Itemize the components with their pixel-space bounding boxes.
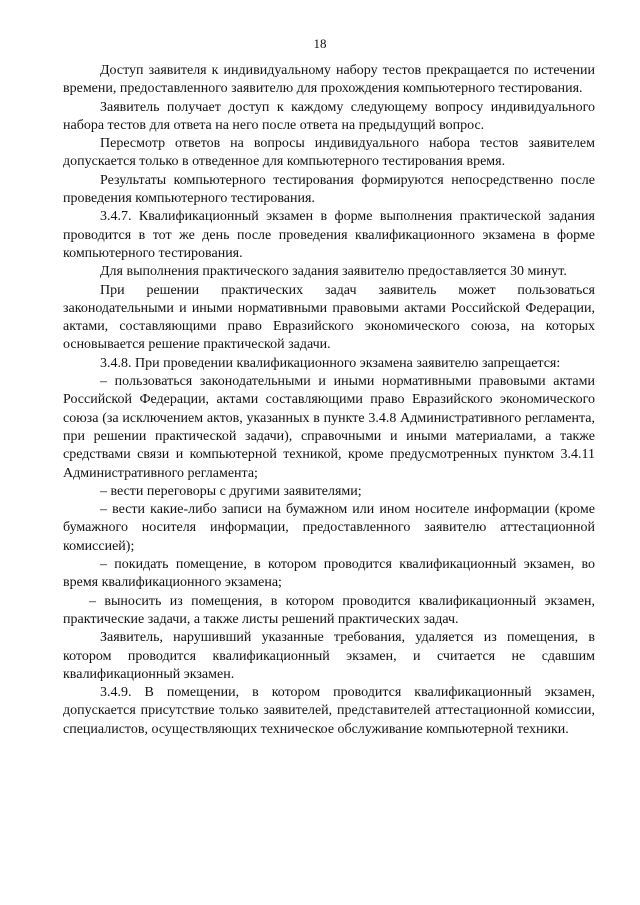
document-body [63, 62, 595, 739]
paragraph-3-4-7: 3.4.7. Квалификационный экзамен в форме выполнения практической задания проводится в тот же день после проведения квалификационного экзамена в форме компьютерного тестирования. [63, 209, 595, 261]
paragraph-removal-penalty: Заявитель, нарушивший указанные требования, удаляется из помещения, в котором проводится квалификационный экзамен, и считается не сдавшим квалификационный экзамен. [63, 630, 595, 682]
paragraph-test-results: Результаты компьютерного тестирования формируются непосредственно после проведения компьютерного тестирования. [63, 172, 595, 207]
paragraph-allowed-materials: При решении практических задач заявитель может пользоваться законодательными и иными нормативными правовыми актами Российской Федерации, актами, составляющими право Евразийского экономического союза, на которых основывается решение практической задачи. [63, 282, 595, 353]
paragraph-test-access-expiry: Доступ заявителя к индивидуальному набору тестов прекращается по истечении времени, предоставленного заявителю для прохождения компьютерного тестирования. [63, 63, 595, 97]
list-item-no-leaving: – покидать помещение, в котором проводится квалификационный экзамен, во время квалификационного экзамена; [63, 557, 595, 591]
list-item-no-negotiations: – вести переговоры с другими заявителями; [100, 483, 362, 499]
paragraph-answer-review: Пересмотр ответов на вопросы индивидуального набора тестов заявителем допускается только в отведенное для компьютерного тестирования время. [63, 136, 595, 170]
list-item-no-notes: – вести какие-либо записи на бумажном или ином носителе информации (кроме бумажного носителя информации, предоставленного заявителю аттестационной комиссией); [63, 502, 595, 554]
paragraph-next-question-access: Заявитель получает доступ к каждому следующему вопросу индивидуального набора тестов для ответа на него после ответа на предыдущий вопрос. [63, 99, 595, 133]
list-item-prohibited-materials: – пользоваться законодательными и иными нормативными правовыми актами Российской Федерации, актами составляющими право Евразийского экономического союза (за исключением актов, указанных в пункте 3.4.8 Административного регламента, при решении практической задачи), справочными и иными материалами, а также средствами связи и компьютерной техникой, кроме предусмотренных пунктом 3.4.11 Административного регламента; [63, 374, 595, 481]
paragraph-3-4-8: 3.4.8. При проведении квалификационного экзамена заявителю запрещается: [100, 355, 561, 371]
paragraph-practical-time: Для выполнения практического задания заявителю предоставляется 30 минут. [100, 264, 567, 280]
page-number: 18 [313, 36, 327, 51]
list-item-no-removal: – выносить из помещения, в котором проводится квалификационный экзамен, практические задачи, а также листы решений практических задач. [63, 593, 595, 627]
paragraph-3-4-9: 3.4.9. В помещении, в котором проводится квалификационный экзамен, допускается присутствие только заявителей, представителей аттестационной комиссии, специалистов, осуществляющих техническое обслуживание компьютерной техники. [63, 685, 595, 737]
